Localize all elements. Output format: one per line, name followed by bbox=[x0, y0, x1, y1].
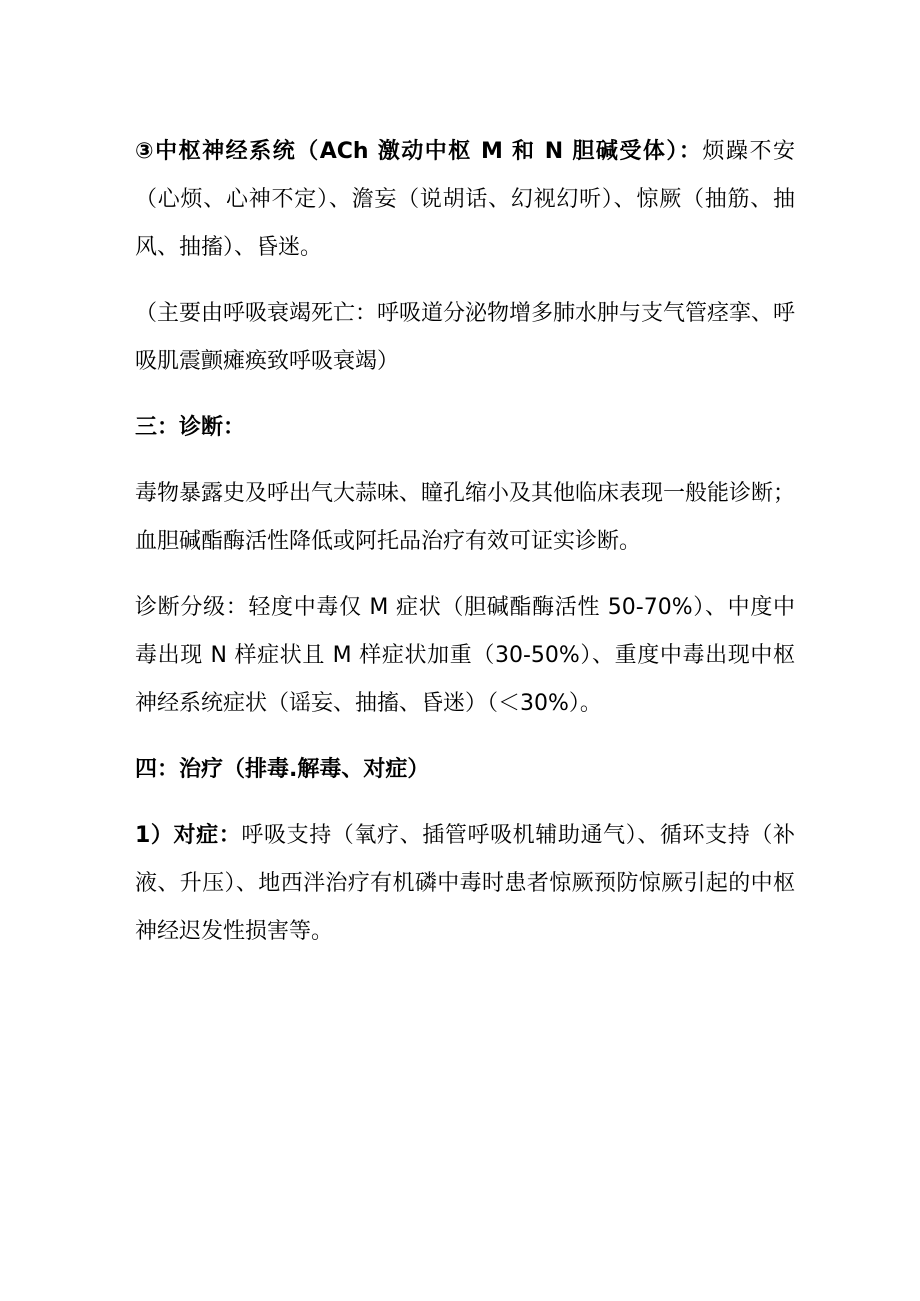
cns-paragraph bbox=[135, 128, 795, 272]
diagnosis-paragraph: 毒物暴露史及呼出气大蒜味、瞳孔缩小及其他临床表现一般能诊断；血胆碱酯酶活性降低或阿托品治疗有效可证实诊断。 bbox=[135, 481, 796, 554]
treatment-paragraph bbox=[135, 812, 795, 956]
grading-paragraph: 诊断分级：轻度中毒仅 M 症状（胆碱酯酶活性 50-70%）、中度中毒出现 N 样症状且 M 样症状加重（30-50%）、重度中毒出现中枢神经系统症状（谣妄、抽搐、昏迷）（＜30%）。 bbox=[135, 595, 795, 716]
cns-heading: ③中枢神经系统（ACh 激动中枢 M 和 N 胆碱受体）： bbox=[135, 139, 703, 164]
diagnosis-heading: 三：诊断： bbox=[135, 415, 246, 440]
document-page bbox=[135, 128, 795, 956]
treatment-item-text: 呼吸支持（氧疗、插管呼吸机辅助通气）、循环支持（补液、升压）、地西泮治疗有机磷中毒时患者惊厥预防惊厥引起的中枢神经迟发性损害等。 bbox=[135, 823, 795, 944]
treatment-heading: 四：治疗（排毒.解毒、对症） bbox=[135, 757, 430, 782]
death-note-paragraph: （主要由呼吸衰竭死亡：呼吸道分泌物增多肺水肿与支气管痉挛、呼吸肌震颤瘫痪致呼吸衰竭） bbox=[135, 301, 796, 374]
treatment-item-label: 1）对症： bbox=[135, 823, 242, 848]
cns-text: 烦躁不安（心烦、心神不定）、澹妄（说胡话、幻视幻听）、惊厥（抽筋、抽风、抽搐）、昏迷。 bbox=[135, 139, 795, 260]
